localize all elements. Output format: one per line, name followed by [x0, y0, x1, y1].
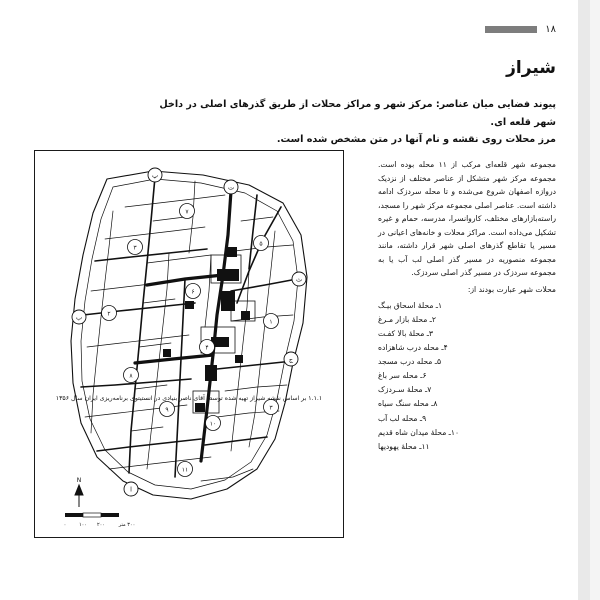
district-list [378, 299, 556, 454]
page-title: شیراز [506, 58, 556, 78]
scale-bar [64, 513, 136, 528]
lead-line-2: مرز محلات روی نقشه و نام آنها در متن مشخص شده است. [276, 134, 556, 146]
map-figure [34, 150, 344, 538]
svg-text:۳: ۳ [269, 404, 273, 412]
city-map [35, 151, 343, 537]
svg-text:N: N [76, 477, 82, 484]
svg-text:۰: ۰ [63, 522, 67, 528]
north-arrow-icon [75, 477, 83, 507]
lead-line-1: پیوند فضایی میان عناصر: مرکز شهر و مراکز محلات از طریق گذرهای اصلی در داخل شهر قلعه ای. [159, 99, 556, 128]
page-edge-band [578, 0, 600, 600]
list-intro: محلات شهر عبارت بودند از: [467, 284, 556, 294]
list-item: ۶ـ محله سر باغ [378, 371, 427, 381]
list-item: ۱۱ـ محلهٔ یهودیها [378, 441, 430, 451]
svg-text:۳: ۳ [133, 244, 137, 252]
body-column [378, 158, 556, 454]
list-item: ۲ـ محلهٔ بازار مـرغ [378, 315, 436, 325]
list-item: ۷ـ محلهٔ سـردزک [378, 385, 432, 395]
list-item: ۱ـ محلهٔ اسحاق بیـگ [378, 301, 443, 311]
body-paragraph-1: مجموعه شهر قلعه‌ای مرکب از ۱۱ محله بوده است. مجموعه مرکز شهر متشکل از عناصر مختلف از نزدیک دروازه اصفهان شروع می‌شده و تا محله سردزک ادامه داشته است. عناصر اصلی مجموعه مرکز شهر را مسجد، راسته‌بازارهای مختلف، کاروانسرا، مدرسه، حمام و غیره تشکیل می‌داده است. مراکز محلات و خانه‌های اعیانی در مسیر یا تقاطع گذرهای اصلی شهر قرار داشته، مانند مجموعه منصوریه در مسیر گذر اصلی لب آب یا به مجموعه سردزک در مسیر گذر اصلی سردزک. [378, 160, 556, 278]
svg-text:ج: ج [288, 355, 294, 364]
list-item: ۵ـ محله درب مسجد [378, 357, 442, 367]
svg-text:۱۱: ۱۱ [181, 466, 189, 474]
svg-text:ب: ب [75, 313, 83, 322]
svg-text:۵: ۵ [259, 240, 263, 248]
figure-number: ۱.۱.۱ [308, 395, 323, 402]
map-frame [34, 150, 344, 538]
svg-text:۹: ۹ [165, 406, 169, 414]
folio-rule [485, 26, 537, 33]
figure-caption [34, 394, 344, 403]
svg-text:۱۰۰: ۱۰۰ [78, 522, 88, 528]
figure-caption-text: بر اساس نقشه شیراز تهیه شده توسط آقای ناصر بنیادی در انستیتوی برنامه‌ریزی ایران سال ۱۳۵۶ [55, 395, 307, 402]
list-item: ۴ـ محله درب شاهزاده [378, 343, 448, 353]
list-item: ۳ـ محلهٔ بالا کفـت [378, 329, 434, 339]
lead-paragraph [156, 96, 556, 149]
svg-text:۲۰۰: ۲۰۰ [96, 522, 106, 528]
svg-text:۲: ۲ [107, 310, 111, 318]
svg-text:پ: پ [151, 171, 159, 180]
svg-text:۷: ۷ [185, 208, 189, 216]
svg-text:۳۰۰ متر: ۳۰۰ متر [118, 522, 136, 528]
folio [485, 24, 556, 35]
svg-text:۱۰: ۱۰ [209, 420, 217, 428]
svg-text:۴: ۴ [205, 344, 209, 352]
page-number: ۱۸ [545, 24, 556, 35]
svg-text:ث: ث [295, 275, 303, 284]
svg-text:ت: ت [227, 183, 235, 192]
svg-text:۶: ۶ [191, 288, 195, 296]
list-item: ۹ـ محله لب آب [378, 413, 427, 423]
list-item: ۸ـ محله سنگ سیاه [378, 399, 438, 409]
list-item: ۱۰ـ محلهٔ میدان شاه قدیم [378, 427, 460, 437]
svg-text:۱: ۱ [269, 318, 273, 326]
svg-text:ا: ا [130, 485, 132, 494]
svg-text:۸: ۸ [129, 372, 133, 380]
page-edge-band-inner [590, 0, 600, 600]
